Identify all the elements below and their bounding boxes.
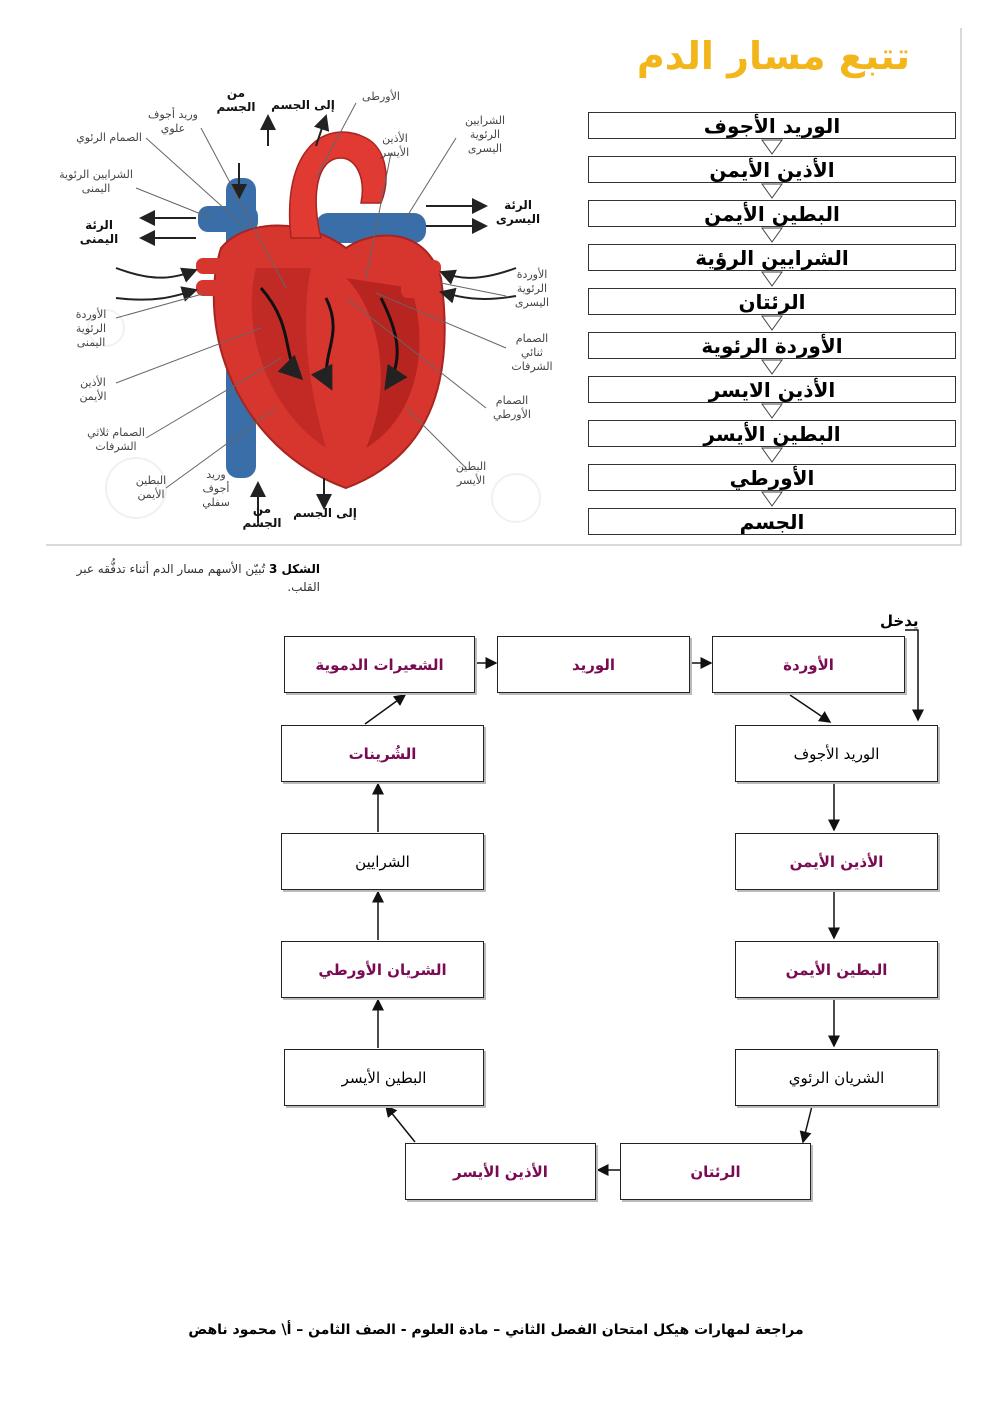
- label-left-atrium: الأذين الأيسر: [380, 132, 410, 159]
- cycle-box-arterioles: الشُرينات: [281, 725, 484, 782]
- flow-step-lungs: الرئتان: [588, 288, 956, 315]
- label-right-ventricle: البطين الأيمن: [135, 474, 167, 501]
- label-left-pulmonary-veins: الأوردة الرئوية اليسرى: [514, 268, 550, 309]
- label-right-atrium: الأذين الأيمن: [79, 376, 107, 403]
- label-from-body-top: من الجسم: [216, 86, 256, 114]
- cycle-box-right-ventricle: البطين الأيمن: [735, 941, 938, 998]
- label-inferior-vena-cava: وريد أجوف سفلي: [202, 468, 230, 509]
- heart-diagram: [46, 28, 586, 544]
- cycle-box-right-atrium: الأذين الأيمن: [735, 833, 938, 890]
- label-to-body-bottom: إلى الجسم: [293, 506, 357, 520]
- label-aorta: الأورطى: [362, 90, 400, 103]
- label-right-pulmonary-veins: الأوردة الرئوية اليمنى: [75, 308, 107, 349]
- flow-step-right-atrium: الأذين الأيمن: [588, 156, 956, 183]
- cycle-box-pulmonary-artery: الشريان الرئوي: [735, 1049, 938, 1106]
- label-left-lung: الرئة اليسرى: [495, 198, 541, 226]
- enter-label: يدخل: [880, 612, 919, 630]
- cycle-box-vena-cava: الوريد الأجوف: [735, 725, 938, 782]
- figure-number: الشكل 3: [268, 562, 320, 576]
- cycle-box-left-atrium: الأذين الأيسر: [405, 1143, 596, 1200]
- flow-step-left-atrium: الأذين الايسر: [588, 376, 956, 403]
- label-tricuspid-valve: الصمام ثلاثي الشرفات: [87, 426, 145, 453]
- cycle-box-aorta: الشريان الأورطي: [281, 941, 484, 998]
- cycle-box-veins: الأوردة: [712, 636, 905, 693]
- label-superior-vena-cava: وريد أجوف علوي: [148, 108, 198, 135]
- flow-step-left-ventricle: البطين الأيسر: [588, 420, 956, 447]
- cycle-box-left-ventricle: البطين الأيسر: [284, 1049, 484, 1106]
- label-right-pulmonary-arteries: الشرايين الرئوية اليمنى: [59, 168, 133, 195]
- flow-step-aorta: الأورطي: [588, 464, 956, 491]
- label-to-body-top: إلى الجسم: [271, 98, 335, 112]
- cycle-box-vein: الوريد: [497, 636, 690, 693]
- label-pulmonary-valve: الصمام الرئوي: [76, 131, 142, 144]
- label-from-body-bottom: من الجسم: [242, 502, 282, 530]
- label-aortic-valve: الصمام الأورطي: [493, 394, 531, 421]
- flow-title: تتبع مسار الدم: [636, 34, 910, 78]
- flow-step-pulmonary-veins: الأوردة الرئوية: [588, 332, 956, 359]
- page-footer: مراجعة لمهارات هيكل امتحان الفصل الثاني – مادة العلوم - الصف الثامن – أ\ محمود ناهض: [188, 1322, 804, 1338]
- flow-step-right-ventricle: البطين الأيمن: [588, 200, 956, 227]
- cycle-arrows: [0, 600, 992, 1220]
- flow-step-pulmonary-arteries: الشرايين الرؤية: [588, 244, 956, 271]
- cycle-box-lungs: الرئتان: [620, 1143, 811, 1200]
- flow-step-body: الجسم: [588, 508, 956, 535]
- figure-caption: [50, 560, 320, 596]
- cycle-box-arteries: الشرايين: [281, 833, 484, 890]
- label-right-lung: الرئة اليمنى: [79, 218, 119, 246]
- cycle-box-capillaries: الشعيرات الدموية: [284, 636, 475, 693]
- label-bicuspid-valve: الصمام ثنائي الشرفات: [511, 332, 553, 373]
- label-left-ventricle: البطين الأيسر: [455, 460, 487, 487]
- flow-step-vena-cava: الوريد الأجوف: [588, 112, 956, 139]
- figure-caption-text: تُبيّن الأسهم مسار الدم أثناء تدفُّقه عبر القلب.: [76, 562, 320, 594]
- label-left-pulmonary-arteries: الشرايين الرئوية اليسرى: [464, 114, 506, 155]
